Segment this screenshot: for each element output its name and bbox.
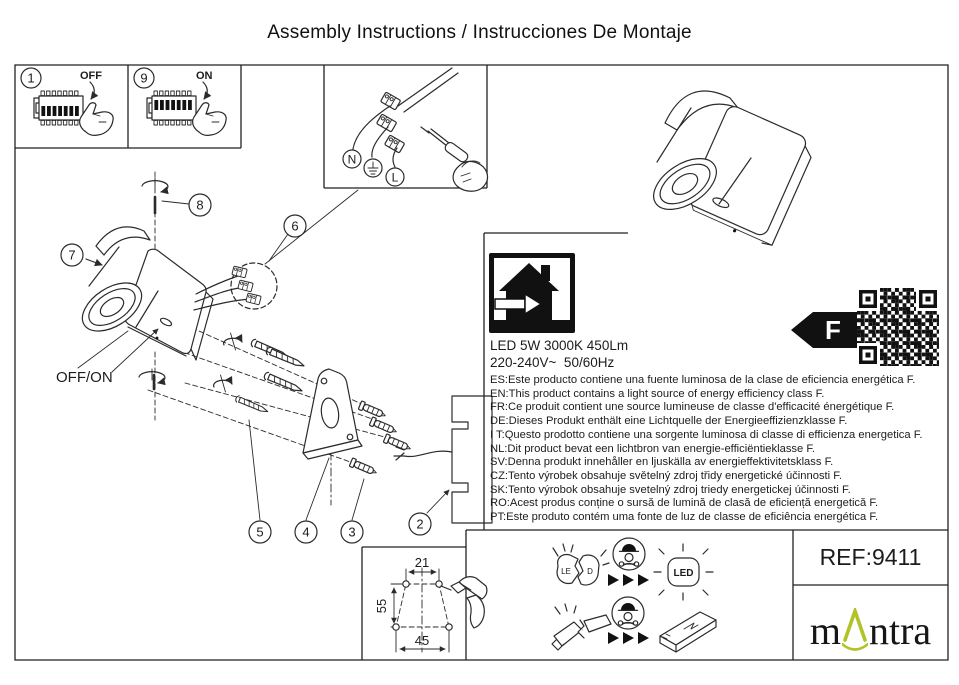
- energy-class-arrow: [791, 312, 857, 348]
- dim-side-height: 55: [374, 598, 389, 614]
- step-number: 1: [27, 70, 35, 86]
- energy-line: NL:Dit product bevat een lichtbron van energie-efficiëntieklasse F.: [490, 442, 816, 455]
- broken-driver-icon: [552, 604, 611, 650]
- connector-detail: [194, 263, 277, 310]
- wall-anchors: [349, 401, 412, 477]
- energy-line: DE:Dieses Produkt enthält eine Lichtquelle der Energieeffizienzklasse F.: [490, 415, 848, 428]
- energy-line: PT:Este produto contém uma fonte de luz de classe de eficiência energética F.: [490, 511, 879, 524]
- part-6-badge: [269, 215, 306, 261]
- part-number: 4: [302, 524, 310, 540]
- broken-led-text-left: LE: [561, 567, 571, 576]
- energy-line: EN:This product contains a light source of energy efficiency class F.: [490, 387, 825, 400]
- live-letter: L: [391, 170, 399, 185]
- dim-bottom-width: 45: [414, 633, 430, 648]
- part-7-badge: [61, 244, 102, 266]
- step-number-badge: [21, 68, 41, 88]
- breaker-panel-off: [34, 91, 83, 125]
- indoor-use-icon: [489, 253, 575, 333]
- technician-icon: [612, 597, 644, 629]
- wall-section: [394, 396, 492, 523]
- part-number: 7: [68, 247, 76, 263]
- energy-statements: [490, 374, 922, 525]
- page-title: Assembly Instructions / Instrucciones De Montaje: [267, 22, 692, 43]
- step-number: 9: [140, 70, 148, 86]
- brand-letter-m: m: [809, 608, 841, 653]
- part-2-badge: [409, 490, 449, 535]
- reference-number: REF:9411: [819, 544, 922, 570]
- power-spec: 220-240V~ 50/60Hz: [490, 355, 615, 370]
- live-terminal-label: [386, 168, 404, 186]
- lamp-fixture-drawing: [74, 227, 213, 360]
- breaker-off-label: OFF: [80, 70, 102, 82]
- breaker-off-step: [21, 68, 113, 135]
- led-spec: LED 5W 3000K 450Lm: [490, 338, 629, 353]
- energy-line: SV:Denna produkt innehåller en ljuskälla av energieffektivitetsklass F.: [490, 456, 834, 469]
- wall-bracket-drawing: [303, 369, 362, 459]
- energy-line: SK:Tento výrobok obsahuje svetelný zdroj triedy energetickej účinnosti F.: [490, 483, 851, 496]
- part-8-badge: [162, 194, 211, 216]
- part-number: 3: [348, 524, 356, 540]
- flip-down-arrow: [90, 82, 94, 99]
- earth-terminal-symbol: [364, 159, 382, 177]
- part-number: 2: [416, 516, 424, 532]
- broken-led-icon: [553, 544, 609, 585]
- brand-logo: [793, 585, 948, 660]
- drill-template-drawing: [374, 555, 487, 652]
- hand-illustration: [193, 103, 227, 136]
- dim-top-width: 21: [414, 555, 430, 570]
- arrow-right-icon: [638, 574, 649, 586]
- energy-line: RO:Acest produs conține o sursă de lumină de clasă de eficiență energetică F.: [490, 497, 879, 510]
- hand-illustration: [80, 103, 114, 136]
- energy-line: CZ:Tento výrobek obsahuje světelný zdroj třidy energetické účinnosti F.: [490, 469, 842, 482]
- exploded-view: [56, 172, 492, 543]
- energy-line: FR:Ce produit contient une source lumineuse de classe d'efficacité énergétique F.: [490, 401, 895, 414]
- step-number-badge: [134, 68, 154, 88]
- led-driver-icon: [660, 612, 716, 652]
- technician-icon: [613, 538, 645, 570]
- arrow-right-icon: [638, 632, 649, 644]
- part-3-badge: [341, 479, 364, 543]
- supply-wire: [394, 447, 452, 460]
- part-4-badge: [295, 458, 329, 543]
- brand-letters-ntra: ntra: [868, 608, 932, 653]
- broken-led-text-right: D: [587, 567, 593, 576]
- breaker-on-label: ON: [196, 70, 213, 82]
- led-module-icon: [654, 544, 713, 600]
- energy-line: I T:Questo prodotto contiene una sorgente luminosa di classe di efficienza energetica F.: [490, 428, 923, 441]
- arrow-right-icon: [623, 574, 634, 586]
- drill-illustration: [441, 577, 487, 628]
- mains-cable: [398, 68, 458, 112]
- arrow-right-icon: [608, 632, 619, 644]
- energy-class-letter: F: [825, 315, 841, 345]
- energy-line: ES:Este producto contiene una fuente luminosa de la clase de eficiencia energética F.: [490, 374, 916, 386]
- arrow-right-icon: [608, 574, 619, 586]
- part-number: 6: [291, 218, 299, 234]
- wiring-detail: [343, 68, 488, 191]
- neutral-letter: N: [347, 152, 357, 167]
- breaker-on-step: [134, 68, 226, 135]
- breaker-panel-on: [147, 91, 196, 125]
- screwdriver-illustration: [421, 127, 488, 191]
- led-text: LED: [673, 568, 694, 579]
- switch-callout: [56, 329, 158, 386]
- part-5-badge: [249, 420, 271, 543]
- brand-caret-icon: [842, 608, 868, 656]
- service-icons: [552, 538, 716, 652]
- part-number: 8: [196, 197, 204, 213]
- switch-label: OFF/ON: [56, 369, 113, 386]
- neutral-terminal-label: [343, 150, 361, 168]
- product-drawing: [645, 91, 818, 249]
- arrow-right-icon: [623, 632, 634, 644]
- mounting-screws: [214, 333, 306, 415]
- part-number: 5: [256, 524, 264, 540]
- qr-code: [857, 288, 939, 366]
- rotate-screw-symbol: [139, 369, 165, 383]
- flip-up-arrow: [203, 82, 207, 99]
